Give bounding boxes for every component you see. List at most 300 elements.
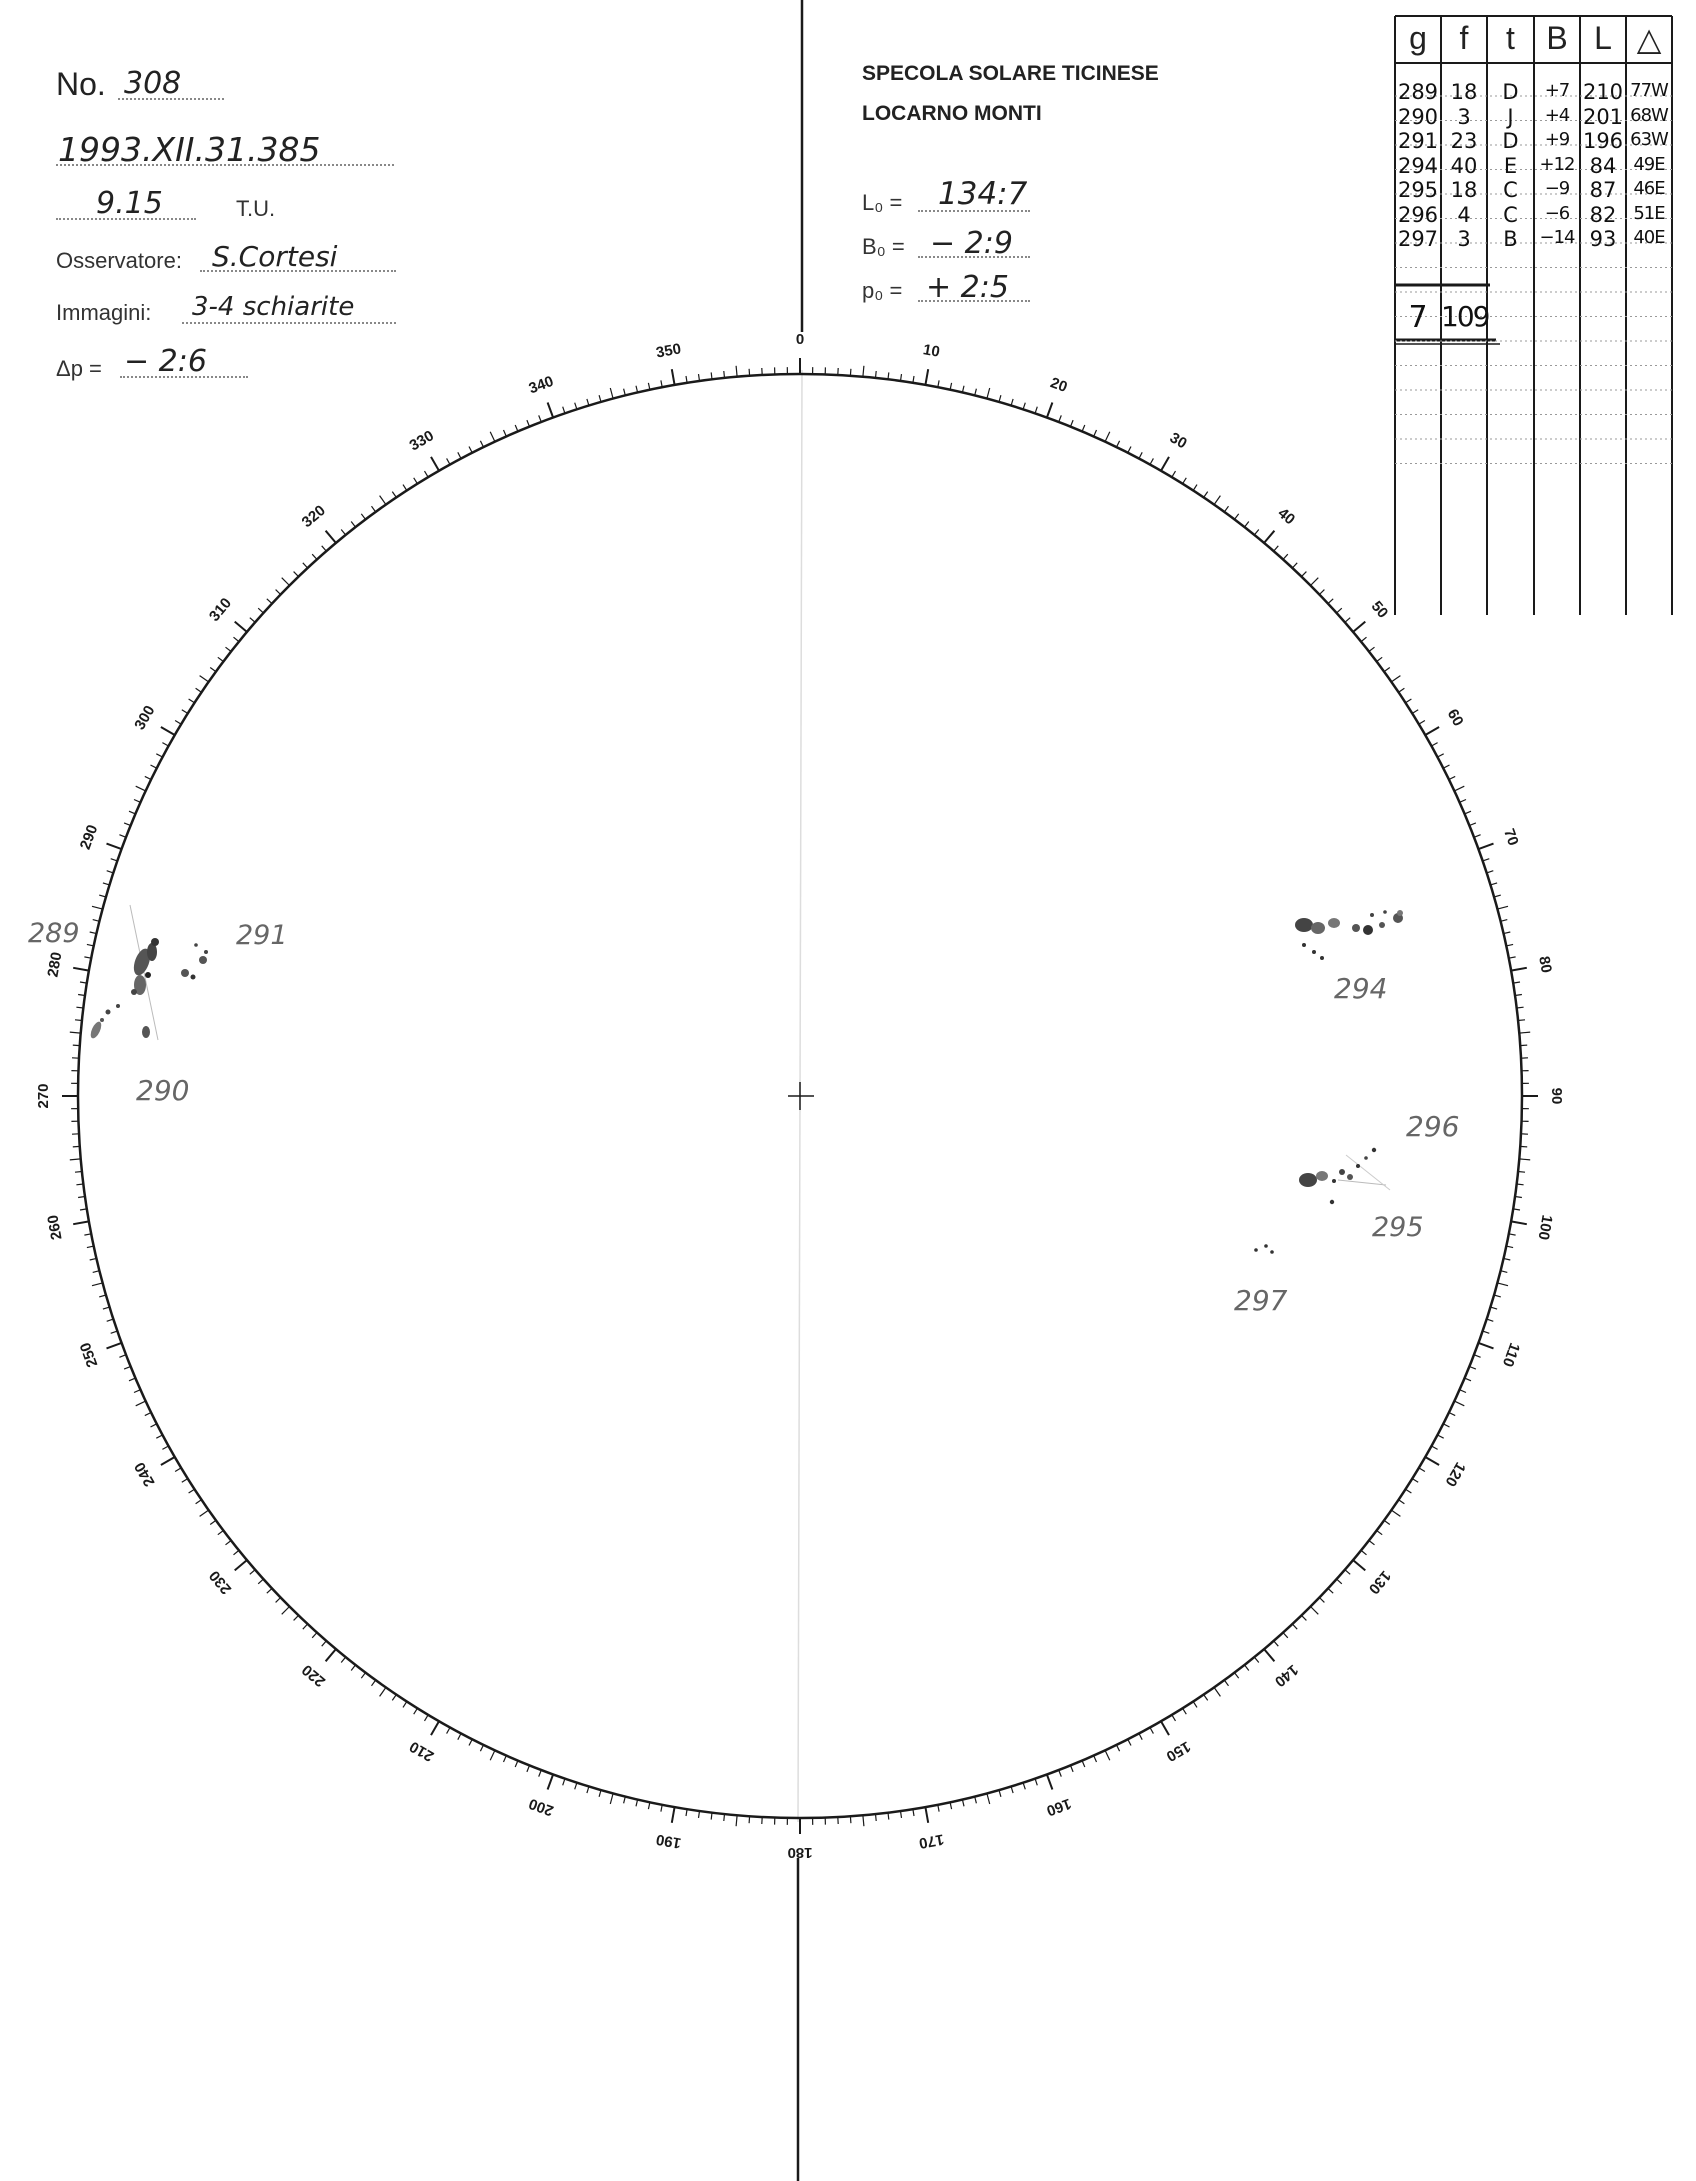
scale-tick xyxy=(575,1783,577,1790)
scale-tick xyxy=(161,1457,175,1465)
scale-tick xyxy=(587,399,589,406)
delta-p-value: − 2:6 xyxy=(124,344,207,379)
scale-tick xyxy=(1520,1045,1527,1046)
scale-tick xyxy=(1319,590,1324,595)
scale-tick xyxy=(90,1258,97,1260)
scale-tick xyxy=(119,835,126,838)
scale-tick xyxy=(182,710,188,714)
scale-tick xyxy=(925,1807,928,1823)
scale-tick xyxy=(648,1802,650,1809)
scale-tick xyxy=(458,1734,461,1740)
scale-tick xyxy=(200,1510,209,1516)
table-cell: 297 xyxy=(1397,227,1439,251)
scale-label: 50 xyxy=(1367,597,1392,622)
scale-tick xyxy=(1150,458,1153,464)
scale-tick xyxy=(156,754,162,757)
scale-tick xyxy=(1337,1579,1342,1584)
scale-tick xyxy=(75,1020,82,1021)
table-cell: C xyxy=(1503,202,1518,227)
scale-tick xyxy=(711,372,712,379)
scale-tick xyxy=(1302,572,1307,577)
scale-tick xyxy=(107,871,114,873)
scale-tick xyxy=(1483,1331,1490,1333)
scale-tick xyxy=(1128,1739,1131,1745)
scale-tick xyxy=(431,457,439,471)
scale-tick xyxy=(1391,1510,1400,1516)
table-cell: 3 xyxy=(1457,227,1471,251)
table-cell: −9 xyxy=(1544,178,1570,199)
scale-tick xyxy=(1328,599,1333,604)
table-cell: +12 xyxy=(1539,153,1575,175)
scale-tick xyxy=(1204,1695,1208,1701)
scale-tick xyxy=(322,546,327,551)
scale-tick xyxy=(1035,1779,1037,1786)
scale-tick xyxy=(111,859,118,861)
scale-tick xyxy=(351,1665,355,1671)
scale-label: 310 xyxy=(205,594,236,625)
scale-tick xyxy=(1274,1641,1279,1646)
scale-tick xyxy=(136,1401,146,1406)
scale-tick xyxy=(1384,668,1390,672)
scale-tick xyxy=(129,811,135,814)
scale-tick xyxy=(490,1750,495,1760)
scale-tick xyxy=(1517,1007,1524,1008)
scale-label: 330 xyxy=(406,427,437,455)
scale-tick xyxy=(1479,844,1494,850)
scale-tick xyxy=(1419,1468,1425,1472)
scale-tick xyxy=(1139,452,1142,458)
scale-tick xyxy=(888,1813,889,1820)
scale-tick xyxy=(107,1343,122,1349)
table-cell: 18 xyxy=(1450,178,1478,202)
scale-tick xyxy=(1438,754,1444,757)
scale-tick xyxy=(1506,1246,1513,1248)
scale-tick xyxy=(950,1802,952,1809)
table-cell: 82 xyxy=(1589,202,1617,227)
scale-tick xyxy=(1361,637,1366,641)
group-label-289: 289 xyxy=(28,918,80,949)
scale-tick xyxy=(1105,432,1110,442)
scale-tick xyxy=(504,430,507,436)
scale-tick xyxy=(107,1319,114,1321)
scale-label: 90 xyxy=(1548,1087,1566,1105)
scale-tick xyxy=(1193,485,1197,491)
scale-tick xyxy=(636,386,638,393)
scale-tick xyxy=(1172,471,1176,477)
scale-tick xyxy=(1204,492,1208,498)
scale-tick xyxy=(1369,1541,1375,1545)
scale-tick xyxy=(1319,1598,1324,1603)
scale-tick xyxy=(1517,1184,1524,1185)
scale-tick xyxy=(1128,447,1131,453)
scale-tick xyxy=(548,403,554,418)
table-cell: 77W xyxy=(1630,80,1668,101)
scale-tick xyxy=(210,668,216,672)
scale-tick xyxy=(962,1800,964,1807)
scale-tick xyxy=(587,1787,589,1794)
scale-tick xyxy=(1302,1615,1307,1620)
scale-tick xyxy=(341,1657,345,1662)
scale-tick xyxy=(1465,811,1471,814)
scale-label: 340 xyxy=(526,372,556,398)
scale-tick xyxy=(403,1702,407,1708)
scale-tick xyxy=(403,485,407,491)
table-cell: 210 xyxy=(1582,80,1624,104)
scale-tick xyxy=(162,1446,168,1449)
scale-tick xyxy=(1292,1624,1297,1629)
scale-tick xyxy=(200,676,209,682)
scale-tick xyxy=(175,1468,181,1472)
time-value: 9.15 xyxy=(96,186,163,221)
p0-label: p₀ = xyxy=(862,278,903,303)
scale-tick xyxy=(1518,1172,1525,1173)
scale-tick xyxy=(1361,1550,1366,1554)
scale-tick xyxy=(624,1797,626,1804)
sunspot-groups-295-296-297 xyxy=(1254,1148,1390,1254)
scale-tick xyxy=(1071,1765,1074,1772)
scale-tick xyxy=(162,743,168,746)
scale-tick xyxy=(736,366,737,377)
scale-tick xyxy=(414,478,418,484)
scale-tick xyxy=(563,407,565,414)
scale-tick xyxy=(196,1500,202,1504)
scale-tick xyxy=(1399,1500,1405,1504)
scale-tick xyxy=(636,1800,638,1807)
scale-tick xyxy=(93,1271,100,1273)
scale-tick xyxy=(950,383,952,390)
scale-tick xyxy=(539,415,542,422)
table-cell: +4 xyxy=(1544,104,1570,126)
scale-label: 190 xyxy=(654,1830,683,1852)
scale-tick xyxy=(90,932,97,934)
scale-tick xyxy=(1183,1708,1187,1714)
scale-tick xyxy=(1474,835,1481,838)
scale-tick xyxy=(189,1489,195,1493)
table-cell: 289 xyxy=(1397,80,1439,104)
scale-tick xyxy=(425,1715,429,1721)
scale-label: 120 xyxy=(1441,1459,1469,1490)
scale-tick xyxy=(156,1435,162,1438)
table-cell: 4 xyxy=(1457,202,1471,227)
scale-tick xyxy=(1497,906,1508,909)
scale-tick xyxy=(87,1246,94,1248)
scale-tick xyxy=(1412,1479,1418,1483)
scale-tick xyxy=(850,369,851,376)
scale-tick xyxy=(124,1367,131,1370)
scale-tick xyxy=(1283,554,1288,559)
scale-tick xyxy=(1479,1343,1494,1349)
scale-tick xyxy=(1193,1702,1197,1708)
l0-value: 134:7 xyxy=(938,176,1028,212)
scale-tick xyxy=(1150,1728,1153,1734)
scale-tick xyxy=(863,366,864,377)
scale-tick xyxy=(431,1721,439,1735)
scale-tick xyxy=(1139,1734,1142,1740)
scale-tick xyxy=(490,432,495,442)
scale-label: 80 xyxy=(1535,954,1555,975)
scale-tick xyxy=(876,1814,877,1821)
observatory-name: SPECOLA SOLARE TICINESE xyxy=(862,62,1159,85)
scale-tick xyxy=(1443,765,1449,768)
scale-tick xyxy=(1449,776,1455,779)
scale-tick xyxy=(1465,1378,1471,1381)
scale-tick xyxy=(672,1807,675,1823)
scale-tick xyxy=(1254,530,1258,535)
scale-tick xyxy=(235,1560,247,1570)
scale-tick xyxy=(1082,425,1085,431)
table-cell: 290 xyxy=(1397,104,1439,129)
scale-tick xyxy=(749,369,750,376)
scale-tick xyxy=(1292,563,1297,568)
scale-tick xyxy=(92,906,103,909)
scale-label: 300 xyxy=(131,702,159,733)
scale-tick xyxy=(119,1355,126,1358)
scale-label: 60 xyxy=(1443,706,1467,730)
scale-tick xyxy=(1432,743,1438,746)
scale-tick xyxy=(380,496,386,505)
scale-tick xyxy=(1511,968,1527,971)
group-label-290: 290 xyxy=(136,1074,190,1107)
scale-tick xyxy=(1011,399,1013,406)
scale-tick xyxy=(1345,618,1350,623)
scale-tick xyxy=(73,968,89,971)
scale-tick xyxy=(480,441,483,447)
date-value: 1993.XII.31.385 xyxy=(58,130,321,169)
time-unit: T.U. xyxy=(236,196,276,221)
scale-tick xyxy=(1377,1531,1383,1535)
scale-tick xyxy=(218,657,224,661)
scale-label: 180 xyxy=(787,1844,813,1862)
scale-tick xyxy=(1438,1435,1444,1438)
scale-tick xyxy=(480,1745,483,1751)
scale-tick xyxy=(447,1728,450,1734)
scale-tick xyxy=(1491,1307,1498,1309)
scale-tick xyxy=(1183,478,1187,484)
group-label-291: 291 xyxy=(236,920,288,951)
scale-tick xyxy=(1506,944,1513,946)
scale-label: 240 xyxy=(131,1459,159,1490)
scale-tick xyxy=(1094,430,1097,436)
scale-tick xyxy=(1487,1319,1494,1321)
scale-label: 210 xyxy=(406,1737,437,1765)
scale-tick xyxy=(1224,1680,1228,1686)
total-groups: 7 xyxy=(1408,300,1428,335)
scale-tick xyxy=(1353,622,1365,632)
sunspot-groups-west-limb xyxy=(89,905,208,1040)
scale-tick xyxy=(294,572,299,577)
observer-value: S.Cortesi xyxy=(212,240,338,273)
scale-tick xyxy=(175,721,181,725)
scale-tick xyxy=(1283,1633,1288,1638)
observer-label: Osservatore: xyxy=(56,248,182,273)
scale-label: 260 xyxy=(44,1213,66,1242)
scale-tick xyxy=(863,1815,864,1826)
scale-tick xyxy=(151,765,157,768)
scale-tick xyxy=(70,1159,81,1160)
scale-tick xyxy=(504,1756,507,1762)
scale-tick xyxy=(129,1378,135,1381)
scale-tick xyxy=(1497,1283,1508,1286)
scale-tick xyxy=(1245,1665,1249,1671)
scale-tick xyxy=(392,1695,396,1701)
scale-tick xyxy=(189,699,195,703)
scale-tick xyxy=(515,425,518,431)
scale-tick xyxy=(575,403,577,410)
p0-value: + 2:5 xyxy=(926,270,1009,305)
scale-tick xyxy=(145,1413,151,1416)
scale-tick xyxy=(724,371,725,378)
table-cell: E xyxy=(1503,153,1518,178)
scale-tick xyxy=(962,386,964,393)
scale-tick xyxy=(312,554,317,559)
scale-tick xyxy=(1023,1783,1025,1790)
scale-tick xyxy=(210,1520,216,1524)
scale-tick xyxy=(111,1331,118,1333)
scale-label: 100 xyxy=(1534,1213,1556,1242)
scale-tick xyxy=(312,1633,317,1638)
total-spots: 109 xyxy=(1441,300,1489,333)
scale-tick xyxy=(1105,1750,1110,1760)
scale-tick xyxy=(736,1815,737,1826)
scale-label: 220 xyxy=(298,1660,329,1691)
scale-tick xyxy=(392,492,396,498)
b0-value: − 2:9 xyxy=(930,226,1013,261)
scale-tick xyxy=(548,1775,554,1790)
table-cell: 296 xyxy=(1397,202,1439,227)
scale-tick xyxy=(1059,1770,1062,1777)
scale-tick xyxy=(1172,1715,1176,1721)
table-cell: 93 xyxy=(1589,227,1617,251)
scale-tick xyxy=(648,383,650,390)
scale-tick xyxy=(1425,727,1439,735)
scale-tick xyxy=(303,563,308,568)
scale-tick xyxy=(414,1708,418,1714)
scale-tick xyxy=(1432,1446,1438,1449)
scale-tick xyxy=(73,1146,80,1147)
scale-tick xyxy=(1035,407,1037,414)
scale-tick xyxy=(1504,932,1511,934)
scale-tick xyxy=(1337,608,1342,613)
scale-tick xyxy=(1501,920,1508,922)
table-cell: +9 xyxy=(1544,129,1570,150)
scale-tick xyxy=(267,599,272,604)
scale-tick xyxy=(351,522,355,528)
group-label-295: 295 xyxy=(1372,1212,1424,1243)
table-header-l: L xyxy=(1594,20,1612,56)
scale-tick xyxy=(1460,800,1466,803)
scale-tick xyxy=(1469,823,1476,826)
disk-center-cross xyxy=(788,1082,814,1110)
scale-tick xyxy=(711,1813,712,1820)
scale-tick xyxy=(610,1793,613,1804)
scale-tick xyxy=(234,1550,239,1554)
scale-label: 290 xyxy=(76,822,102,852)
scale-tick xyxy=(226,647,232,651)
scale-tick xyxy=(1454,786,1464,791)
scale-tick xyxy=(1023,403,1025,410)
images-label: Immagini: xyxy=(56,300,152,325)
scale-tick xyxy=(563,1779,565,1786)
scale-tick xyxy=(1345,1570,1350,1575)
scale-tick xyxy=(341,530,345,535)
table-header-delta: △ xyxy=(1636,21,1662,57)
scale-tick xyxy=(469,1739,472,1745)
number-value: 308 xyxy=(124,66,182,101)
scale-tick xyxy=(458,452,461,458)
scale-label: 170 xyxy=(917,1830,946,1852)
scale-tick xyxy=(975,1797,977,1804)
scale-tick xyxy=(987,1793,990,1804)
scale-tick xyxy=(1384,1520,1390,1524)
table-cell: −14 xyxy=(1539,227,1575,248)
scale-tick xyxy=(73,1045,80,1046)
scale-tick xyxy=(276,590,281,595)
scale-tick xyxy=(196,688,202,692)
scale-tick xyxy=(1254,1657,1258,1662)
scale-label: 160 xyxy=(1044,1794,1074,1820)
scale-label: 40 xyxy=(1274,504,1299,529)
scale-tick xyxy=(724,1814,725,1821)
scale-tick xyxy=(134,1390,140,1393)
scale-tick xyxy=(1047,403,1053,418)
scale-tick xyxy=(1161,457,1169,471)
scale-tick xyxy=(380,1687,386,1696)
table-cell: 40 xyxy=(1450,153,1478,178)
table-cell: 201 xyxy=(1582,104,1624,129)
scale-tick xyxy=(218,1531,224,1535)
scale-label: 30 xyxy=(1166,429,1190,453)
table-header-g: g xyxy=(1409,20,1427,56)
scale-tick xyxy=(250,618,255,623)
table-cell: 46E xyxy=(1633,178,1665,199)
scale-tick xyxy=(107,844,122,850)
scale-tick xyxy=(1071,420,1074,427)
scale-tick xyxy=(1519,1159,1530,1160)
scale-tick xyxy=(447,458,450,464)
scale-tick xyxy=(1117,1745,1120,1751)
scale-tick xyxy=(151,1424,157,1427)
scale-tick xyxy=(1454,1401,1464,1406)
scale-label: 20 xyxy=(1048,374,1070,396)
scale-tick xyxy=(1353,1560,1365,1570)
scale-tick xyxy=(1501,1271,1508,1273)
scale-tick xyxy=(182,1479,188,1483)
scale-tick xyxy=(250,1570,255,1575)
scale-tick xyxy=(1391,676,1400,682)
scale-tick xyxy=(75,1172,82,1173)
scale-tick xyxy=(361,1673,365,1679)
scale-tick xyxy=(258,1579,263,1584)
scale-tick xyxy=(234,637,239,641)
table-header-b: B xyxy=(1546,20,1568,56)
scale-tick xyxy=(925,369,928,385)
scale-label: 10 xyxy=(921,341,942,361)
scale-tick xyxy=(672,369,675,385)
scale-tick xyxy=(134,800,140,803)
scale-tick xyxy=(361,514,365,520)
scale-tick xyxy=(539,1770,542,1777)
table-cell: 40E xyxy=(1633,227,1665,248)
table-cell: 68W xyxy=(1630,104,1668,126)
delta-p-label: Δp = xyxy=(56,356,102,381)
scale-label: 250 xyxy=(76,1340,102,1370)
scale-label: 270 xyxy=(34,1083,52,1109)
scale-tick xyxy=(267,1588,272,1593)
scale-tick xyxy=(1519,1032,1530,1033)
scale-tick xyxy=(1460,1390,1466,1393)
table-cell: 295 xyxy=(1397,178,1439,202)
table-cell: 51E xyxy=(1633,202,1665,224)
